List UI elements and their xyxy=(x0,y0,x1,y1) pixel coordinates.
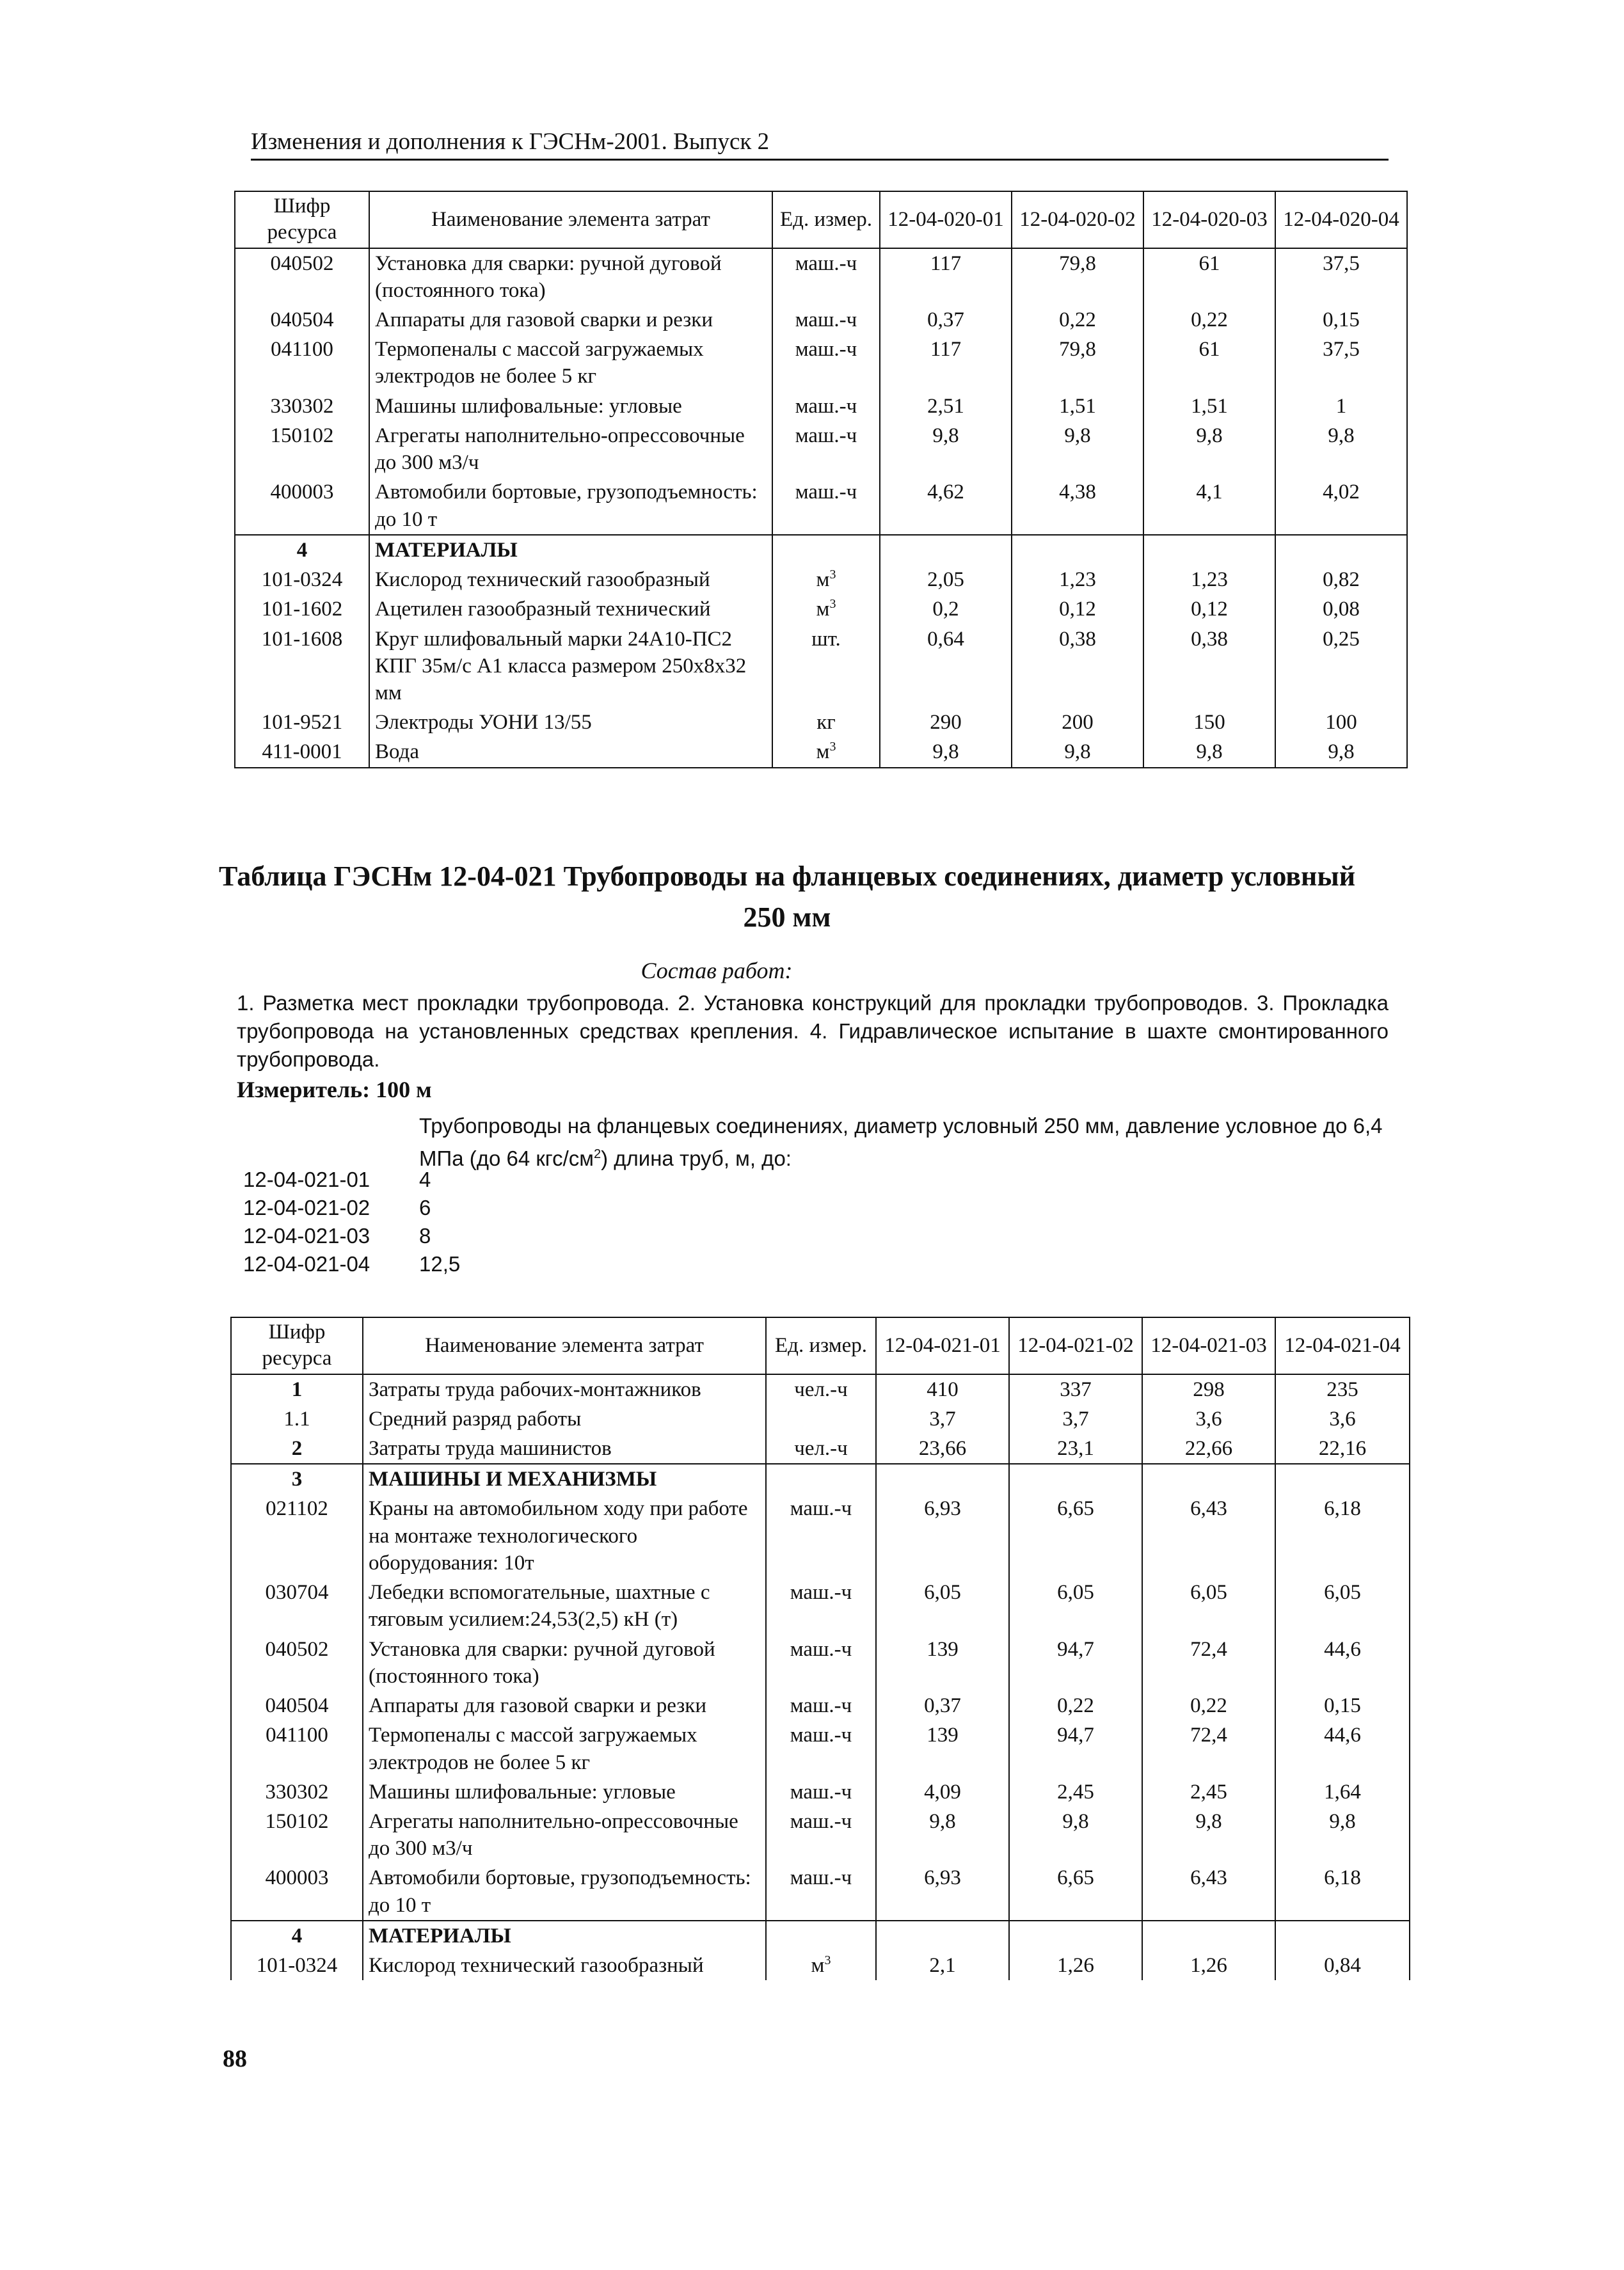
norm-value: 72,4 xyxy=(1142,1720,1275,1777)
variant-row xyxy=(243,1250,460,1278)
norm-value: 6,65 xyxy=(1009,1863,1142,1920)
norm-value: 2,1 xyxy=(876,1951,1009,1980)
resource-code: 040502 xyxy=(235,248,369,305)
cost-element-name: Электроды УОНИ 13/55 xyxy=(369,708,772,737)
norm-value: 0,38 xyxy=(1012,624,1143,708)
norm-value: 9,8 xyxy=(1275,737,1407,767)
norm-value: 0,15 xyxy=(1275,305,1407,335)
norm-value: 0,2 xyxy=(880,594,1012,624)
cost-element-name: Вода xyxy=(369,737,772,767)
table-row xyxy=(235,305,1407,335)
composition-text: 1. Разметка мест прокладки трубопровода. 2. Установка конструкций для прокладки трубопроводов. 3. Прокладка трубопровода на установленных средствах крепления. 4. Гидравлическое испытание в шахте смонтированного трубопровода. xyxy=(237,991,1389,1071)
table-header-row xyxy=(231,1317,1410,1374)
resource-code: 400003 xyxy=(231,1863,363,1920)
unit-of-measure: чел.-ч xyxy=(766,1374,876,1404)
norm-value: 6,18 xyxy=(1275,1863,1410,1920)
resource-code: 041100 xyxy=(231,1720,363,1777)
variants-description: Трубопроводы на фланцевых соединениях, диаметр условный 250 мм, давление условное до 6,4 МПа (до 64 кгс/$см^2$) длина труб, м, до: xyxy=(419,1114,1383,1170)
table-row xyxy=(231,1578,1410,1634)
unit-of-measure: кг xyxy=(772,708,880,737)
resource-code: 150102 xyxy=(235,421,369,477)
column-header: Ед. измер. xyxy=(766,1317,876,1374)
norm-value: 6,65 xyxy=(1009,1494,1142,1578)
norm-value: 9,8 xyxy=(1009,1807,1142,1863)
norm-value: 0,12 xyxy=(1012,594,1143,624)
resource-code: 3 xyxy=(231,1464,363,1494)
norm-value: 9,8 xyxy=(1142,1807,1275,1863)
column-header: 12-04-021-02 xyxy=(1009,1317,1142,1374)
column-header: 12-04-020-02 xyxy=(1012,191,1143,248)
norm-value: 37,5 xyxy=(1275,335,1407,391)
table-row xyxy=(231,1777,1410,1807)
resource-code: 4 xyxy=(235,535,369,565)
norm-value: 1 xyxy=(1275,392,1407,421)
norm-value: 0,84 xyxy=(1275,1951,1410,1980)
resource-table-021 xyxy=(230,1317,1410,1980)
norm-value: 61 xyxy=(1143,248,1275,305)
resource-code: 041100 xyxy=(235,335,369,391)
cost-element-name: Средний разряд работы xyxy=(363,1404,766,1434)
page-number: 88 xyxy=(223,2045,247,2072)
table-row xyxy=(231,1951,1410,1980)
cost-element-name: Машины шлифовальные: угловые xyxy=(369,392,772,421)
norm-value: 4,62 xyxy=(880,477,1012,534)
cost-element-name: Агрегаты наполнительно-опрессовочные до 300 м3/ч xyxy=(363,1807,766,1863)
variant-code: 12-04-021-02 xyxy=(243,1196,370,1219)
unit-of-measure: маш.-ч xyxy=(772,248,880,305)
norm-value: 94,7 xyxy=(1009,1635,1142,1691)
variant-row xyxy=(243,1222,460,1250)
norm-value: 9,8 xyxy=(880,737,1012,767)
cost-element-name: МАТЕРИАЛЫ xyxy=(363,1921,766,1951)
norm-value: 3,7 xyxy=(1009,1404,1142,1434)
norm-value: 235 xyxy=(1275,1374,1410,1404)
table-row xyxy=(231,1720,1410,1777)
table-row xyxy=(235,421,1407,477)
resource-code: 330302 xyxy=(235,392,369,421)
variant-code: 12-04-021-01 xyxy=(243,1168,370,1191)
norm-value: 72,4 xyxy=(1142,1635,1275,1691)
resource-code: 040504 xyxy=(235,305,369,335)
unit-of-measure: маш.-ч xyxy=(766,1691,876,1720)
norm-value xyxy=(1275,1464,1410,1494)
norm-value: 1,51 xyxy=(1012,392,1143,421)
norm-value: 79,8 xyxy=(1012,248,1143,305)
norm-value: 6,05 xyxy=(1142,1578,1275,1634)
table-row xyxy=(231,1635,1410,1691)
column-header: Шифр ресурса xyxy=(231,1317,363,1374)
variant-length: 12,5 xyxy=(419,1252,461,1276)
norm-value: 100 xyxy=(1275,708,1407,737)
norm-value: 1,64 xyxy=(1275,1777,1410,1807)
norm-value: 6,05 xyxy=(1275,1578,1410,1634)
norm-value: 298 xyxy=(1142,1374,1275,1404)
norm-value: 94,7 xyxy=(1009,1720,1142,1777)
norm-value: 44,6 xyxy=(1275,1635,1410,1691)
column-header: 12-04-020-01 xyxy=(880,191,1012,248)
resource-code: 030704 xyxy=(231,1578,363,1634)
table-row xyxy=(231,1404,1410,1434)
norm-value xyxy=(1012,535,1143,565)
norm-value: 2,05 xyxy=(880,565,1012,594)
norm-value: 9,8 xyxy=(1012,421,1143,477)
table-row xyxy=(231,1494,1410,1578)
column-header: 12-04-021-01 xyxy=(876,1317,1009,1374)
norm-value: 337 xyxy=(1009,1374,1142,1404)
unit-of-measure: маш.-ч xyxy=(772,392,880,421)
column-header: Наименование элемента затрат xyxy=(363,1317,766,1374)
norm-value: 0,22 xyxy=(1009,1691,1142,1720)
norm-value: 3,7 xyxy=(876,1404,1009,1434)
norm-value xyxy=(880,535,1012,565)
norm-value: 117 xyxy=(880,248,1012,305)
resource-code: 040502 xyxy=(231,1635,363,1691)
cost-element-name: Краны на автомобильном ходу при работе на монтаже технологического оборудования: 10т xyxy=(363,1494,766,1578)
cost-element-name: Аппараты для газовой сварки и резки xyxy=(363,1691,766,1720)
norm-value xyxy=(1275,535,1407,565)
cost-element-name: Ацетилен газообразный технический xyxy=(369,594,772,624)
resource-code: 2 xyxy=(231,1434,363,1464)
norm-value xyxy=(1009,1464,1142,1494)
table-row xyxy=(231,1374,1410,1404)
unit-of-measure xyxy=(766,1464,876,1494)
norm-value: 0,38 xyxy=(1143,624,1275,708)
unit-of-measure xyxy=(766,1404,876,1434)
table-title: Таблица ГЭСНм 12-04-021 Трубопроводы на фланцевых соединениях, диаметр условный 250 мм xyxy=(218,861,1356,933)
unit-of-measure: шт. xyxy=(772,624,880,708)
norm-value: 44,6 xyxy=(1275,1720,1410,1777)
norm-value: 9,8 xyxy=(876,1807,1009,1863)
column-header: 12-04-020-03 xyxy=(1143,191,1275,248)
norm-value: 139 xyxy=(876,1720,1009,1777)
norm-value: 2,51 xyxy=(880,392,1012,421)
variant-code: 12-04-021-04 xyxy=(243,1252,370,1276)
cost-element-name: Затраты труда машинистов xyxy=(363,1434,766,1464)
norm-value: 6,93 xyxy=(876,1494,1009,1578)
norm-value: 9,8 xyxy=(1143,421,1275,477)
norm-value: 290 xyxy=(880,708,1012,737)
cost-element-name: Лебедки вспомогательные, шахтные с тяговым усилием:24,53(2,5) кН (т) xyxy=(363,1578,766,1634)
cost-element-name: Автомобили бортовые, грузоподъемность: до 10 т xyxy=(363,1863,766,1920)
table-row xyxy=(235,737,1407,767)
column-header: 12-04-020-04 xyxy=(1275,191,1407,248)
measure-line xyxy=(237,1076,432,1103)
unit-of-measure: маш.-ч xyxy=(772,421,880,477)
norm-value: 1,26 xyxy=(1142,1951,1275,1980)
unit-of-measure: $м^3$ xyxy=(772,594,880,624)
section-row xyxy=(231,1921,1410,1951)
norm-value: 3,6 xyxy=(1275,1404,1410,1434)
resource-code: 101-0324 xyxy=(235,565,369,594)
norm-value: 410 xyxy=(876,1374,1009,1404)
norm-value xyxy=(876,1464,1009,1494)
resource-code: 101-1602 xyxy=(235,594,369,624)
norm-value: 150 xyxy=(1143,708,1275,737)
cost-element-name: Затраты труда рабочих-монтажников xyxy=(363,1374,766,1404)
column-header: Ед. измер. xyxy=(772,191,880,248)
unit-of-measure: маш.-ч xyxy=(766,1720,876,1777)
table-row xyxy=(235,248,1407,305)
norm-value: 6,43 xyxy=(1142,1863,1275,1920)
measure-value: 100 м xyxy=(376,1077,432,1102)
running-header: Изменения и дополнения к ГЭСНм-2001. Выпуск 2 xyxy=(251,129,770,155)
composition-label: Состав работ: xyxy=(641,958,793,983)
norm-value: 0,15 xyxy=(1275,1691,1410,1720)
unit-of-measure: $м^3$ xyxy=(772,565,880,594)
resource-code: 1.1 xyxy=(231,1404,363,1434)
norm-value: 1,23 xyxy=(1143,565,1275,594)
norm-value: 117 xyxy=(880,335,1012,391)
norm-value: 37,5 xyxy=(1275,248,1407,305)
resource-code: 1 xyxy=(231,1374,363,1404)
cost-element-name: МАШИНЫ И МЕХАНИЗМЫ xyxy=(363,1464,766,1494)
norm-value: 139 xyxy=(876,1635,1009,1691)
norm-value: 6,43 xyxy=(1142,1494,1275,1578)
norm-value: 1,23 xyxy=(1012,565,1143,594)
norm-value xyxy=(876,1921,1009,1951)
cost-element-name: Установка для сварки: ручной дуговой (постоянного тока) xyxy=(369,248,772,305)
table-header-row xyxy=(235,191,1407,248)
unit-of-measure: маш.-ч xyxy=(766,1494,876,1578)
unit-of-measure xyxy=(772,535,880,565)
resource-code: 021102 xyxy=(231,1494,363,1578)
resource-table-020 xyxy=(234,191,1408,768)
norm-value: 4,1 xyxy=(1143,477,1275,534)
norm-value: 61 xyxy=(1143,335,1275,391)
norm-value: 2,45 xyxy=(1009,1777,1142,1807)
unit-of-measure: $м^3$ xyxy=(772,737,880,767)
table-row xyxy=(235,565,1407,594)
norm-value: 200 xyxy=(1012,708,1143,737)
unit-of-measure: маш.-ч xyxy=(766,1807,876,1863)
norm-value: 0,25 xyxy=(1275,624,1407,708)
section-row xyxy=(231,1464,1410,1494)
resource-code: 101-0324 xyxy=(231,1951,363,1980)
cost-element-name: Агрегаты наполнительно-опрессовочные до 300 м3/ч xyxy=(369,421,772,477)
variant-row xyxy=(243,1166,460,1194)
resource-code: 150102 xyxy=(231,1807,363,1863)
column-header: 12-04-021-04 xyxy=(1275,1317,1410,1374)
unit-of-measure: маш.-ч xyxy=(772,335,880,391)
norm-value: 0,22 xyxy=(1012,305,1143,335)
norm-value xyxy=(1143,535,1275,565)
norm-value: 1,51 xyxy=(1143,392,1275,421)
cost-element-name: Кислород технический газообразный xyxy=(363,1951,766,1980)
norm-value: 22,66 xyxy=(1142,1434,1275,1464)
table-row xyxy=(235,624,1407,708)
table-row xyxy=(235,594,1407,624)
unit-of-measure: маш.-ч xyxy=(766,1777,876,1807)
cost-element-name: Аппараты для газовой сварки и резки xyxy=(369,305,772,335)
norm-value: 22,16 xyxy=(1275,1434,1410,1464)
table-row xyxy=(231,1434,1410,1464)
cost-element-name: Круг шлифовальный марки 24А10-ПС2 КПГ 35м/с А1 класса размером 250х8х32 мм xyxy=(369,624,772,708)
norm-value: 0,37 xyxy=(876,1691,1009,1720)
resource-code: 411-0001 xyxy=(235,737,369,767)
unit-of-measure: маш.-ч xyxy=(766,1863,876,1920)
norm-value: 9,8 xyxy=(880,421,1012,477)
norm-value: 6,18 xyxy=(1275,1494,1410,1578)
cost-element-name: Кислород технический газообразный xyxy=(369,565,772,594)
variant-code: 12-04-021-03 xyxy=(243,1224,370,1248)
resource-code: 330302 xyxy=(231,1777,363,1807)
norm-value: 0,22 xyxy=(1143,305,1275,335)
variant-length: 6 xyxy=(419,1196,431,1219)
norm-value: 0,22 xyxy=(1142,1691,1275,1720)
norm-value: 0,37 xyxy=(880,305,1012,335)
unit-of-measure: маш.-ч xyxy=(772,477,880,534)
norm-value: 79,8 xyxy=(1012,335,1143,391)
table-row xyxy=(231,1807,1410,1863)
norm-value: 23,66 xyxy=(876,1434,1009,1464)
cost-element-name: Установка для сварки: ручной дуговой (постоянного тока) xyxy=(363,1635,766,1691)
norm-value: 9,8 xyxy=(1275,421,1407,477)
norm-value: 9,8 xyxy=(1012,737,1143,767)
column-header: Наименование элемента затрат xyxy=(369,191,772,248)
norm-value: 4,38 xyxy=(1012,477,1143,534)
unit-of-measure: маш.-ч xyxy=(772,305,880,335)
norm-value xyxy=(1275,1921,1410,1951)
norm-value: 23,1 xyxy=(1009,1434,1142,1464)
resource-code: 400003 xyxy=(235,477,369,534)
norm-value: 6,05 xyxy=(876,1578,1009,1634)
table-row xyxy=(231,1863,1410,1920)
variant-length: 4 xyxy=(419,1168,431,1191)
norm-value: 3,6 xyxy=(1142,1404,1275,1434)
norm-value: 9,8 xyxy=(1275,1807,1410,1863)
table-row xyxy=(235,708,1407,737)
norm-value: 6,05 xyxy=(1009,1578,1142,1634)
norm-value xyxy=(1142,1921,1275,1951)
resource-code: 040504 xyxy=(231,1691,363,1720)
cost-element-name: Автомобили бортовые, грузоподъемность: до 10 т xyxy=(369,477,772,534)
norm-value: 0,82 xyxy=(1275,565,1407,594)
resource-code: 101-1608 xyxy=(235,624,369,708)
table-row xyxy=(235,477,1407,534)
column-header: 12-04-021-03 xyxy=(1142,1317,1275,1374)
cost-element-name: Термопеналы с массой загружаемых электродов не более 5 кг xyxy=(369,335,772,391)
cost-element-name: Термопеналы с массой загружаемых электродов не более 5 кг xyxy=(363,1720,766,1777)
norm-value: 2,45 xyxy=(1142,1777,1275,1807)
variant-list xyxy=(243,1166,460,1278)
unit-of-measure: маш.-ч xyxy=(766,1578,876,1634)
resource-code: 101-9521 xyxy=(235,708,369,737)
norm-value: 1,26 xyxy=(1009,1951,1142,1980)
norm-value: 4,02 xyxy=(1275,477,1407,534)
norm-value: 6,93 xyxy=(876,1863,1009,1920)
norm-value: 4,09 xyxy=(876,1777,1009,1807)
norm-value xyxy=(1009,1921,1142,1951)
norm-value: 9,8 xyxy=(1143,737,1275,767)
header-rule xyxy=(251,159,1389,161)
norm-value xyxy=(1142,1464,1275,1494)
variant-length: 8 xyxy=(419,1224,431,1248)
measure-label: Измеритель: xyxy=(237,1077,370,1102)
unit-of-measure: чел.-ч xyxy=(766,1434,876,1464)
cost-element-name: МАТЕРИАЛЫ xyxy=(369,535,772,565)
cost-element-name: Машины шлифовальные: угловые xyxy=(363,1777,766,1807)
norm-value: 0,12 xyxy=(1143,594,1275,624)
table-row xyxy=(235,392,1407,421)
table-row xyxy=(235,335,1407,391)
unit-of-measure: маш.-ч xyxy=(766,1635,876,1691)
unit-of-measure xyxy=(766,1921,876,1951)
table-row xyxy=(231,1691,1410,1720)
section-row xyxy=(235,535,1407,565)
variant-row xyxy=(243,1194,460,1222)
column-header: Шифр ресурса xyxy=(235,191,369,248)
norm-value: 0,08 xyxy=(1275,594,1407,624)
resource-code: 4 xyxy=(231,1921,363,1951)
unit-of-measure: $м^3$ xyxy=(766,1951,876,1980)
norm-value: 0,64 xyxy=(880,624,1012,708)
